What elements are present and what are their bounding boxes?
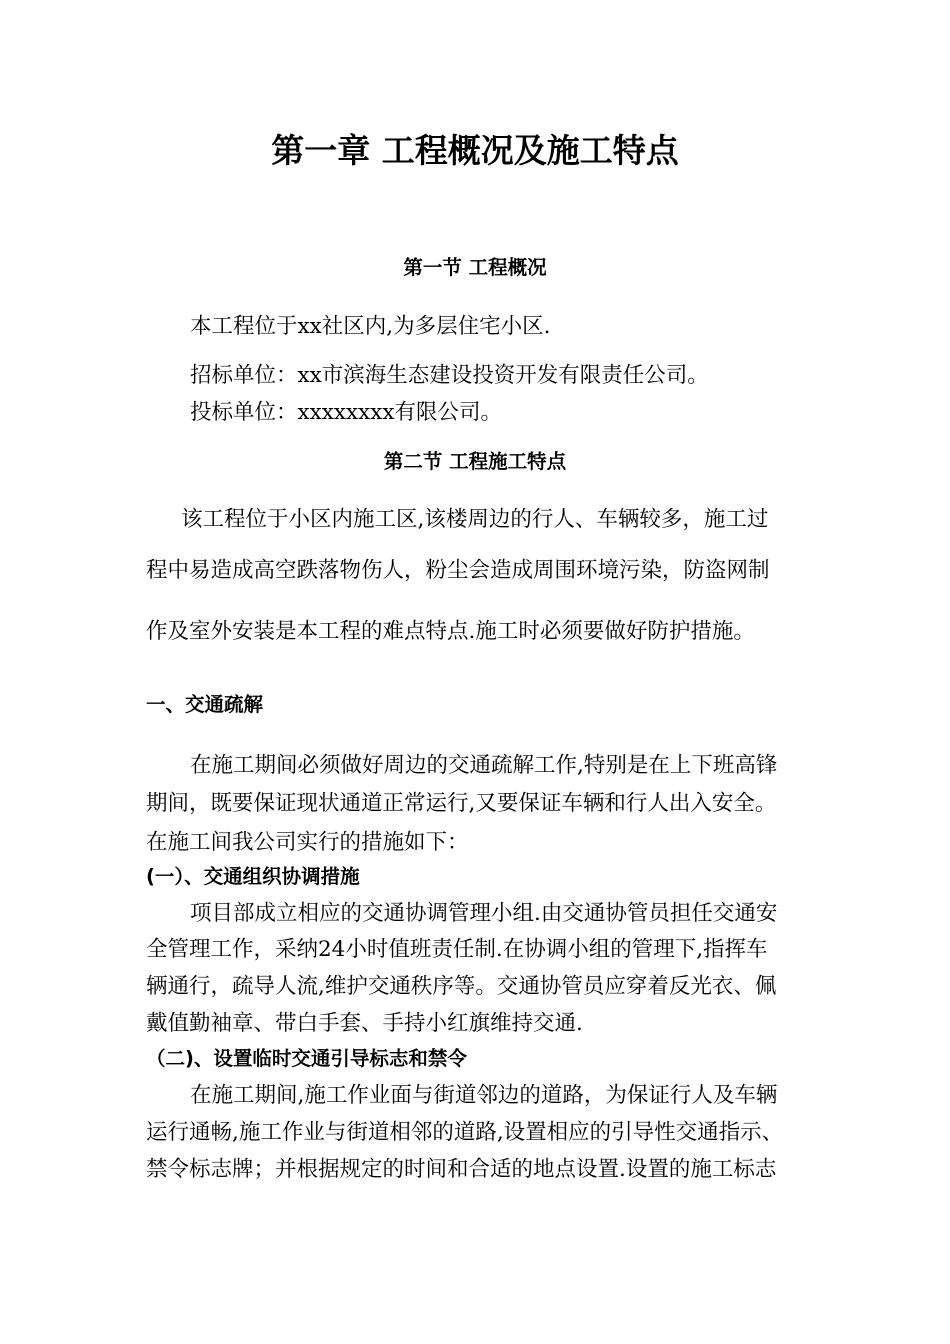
paragraph-line: 该工程位于小区内施工区,该楼周边的行人、车辆较多，施工过: [181, 507, 769, 532]
paragraph-line: 期间，既要保证现状通道正常运行,又要保证车辆和行人出入安全。: [146, 791, 777, 816]
paragraph-line: 项目部成立相应的交通协调管理小组.由交通协管员担任交通安: [190, 901, 778, 926]
paragraph-line: 禁令标志牌；并根据规定的时间和合适的地点设置.设置的施工标志: [146, 1157, 777, 1182]
paragraph-line: 在施工期间必须做好周边的交通疏解工作,特别是在上下班高锋: [190, 753, 778, 778]
section-heading-features: 第二节 工程施工特点: [383, 450, 567, 473]
paragraph-line: 运行通畅,施工作业与街道相邻的道路,设置相应的引导性交通指示、: [146, 1120, 784, 1145]
paragraph-line: 招标单位：xx市滨海生态建设投资开发有限责任公司。: [190, 363, 709, 388]
paragraph-line: 在施工间我公司实行的措施如下：: [146, 830, 469, 855]
paragraph-line: 辆通行，疏导人流,维护交通秩序等。交通协管员应穿着反光衣、佩: [146, 974, 777, 999]
paragraph-line: 戴值勤袖章、带白手套、手持小红旗维持交通.: [146, 1011, 583, 1036]
section-heading-overview: 第一节 工程概况: [403, 256, 547, 279]
paragraph-line: 全管理工作，采纳24小时值班责任制.在协调小组的管理下,指挥车: [146, 937, 768, 962]
heading-traffic: 一、交通疏解: [146, 693, 264, 716]
paragraph-line: 程中易造成高空跌落物伤人，粉尘会造成周围环境污染，防盗网制: [146, 558, 770, 583]
subheading-signage: （二)、设置临时交通引导标志和禁令: [146, 1047, 467, 1070]
paragraph-line: 作及室外安装是本工程的难点特点.施工时必须要做好防护措施。: [146, 619, 755, 644]
subheading-coordination: (一）、交通组织协调措施: [146, 865, 360, 888]
paragraph-line: 在施工期间,施工作业面与街道邻边的道路，为保证行人及车辆: [190, 1083, 778, 1108]
chapter-title: 第一章 工程概况及施工特点: [271, 131, 679, 170]
paragraph-line: 本工程位于xx社区内,为多层住宅小区.: [190, 314, 551, 339]
paragraph-line: 投标单位：xxxxxxxx有限公司。: [190, 400, 503, 425]
